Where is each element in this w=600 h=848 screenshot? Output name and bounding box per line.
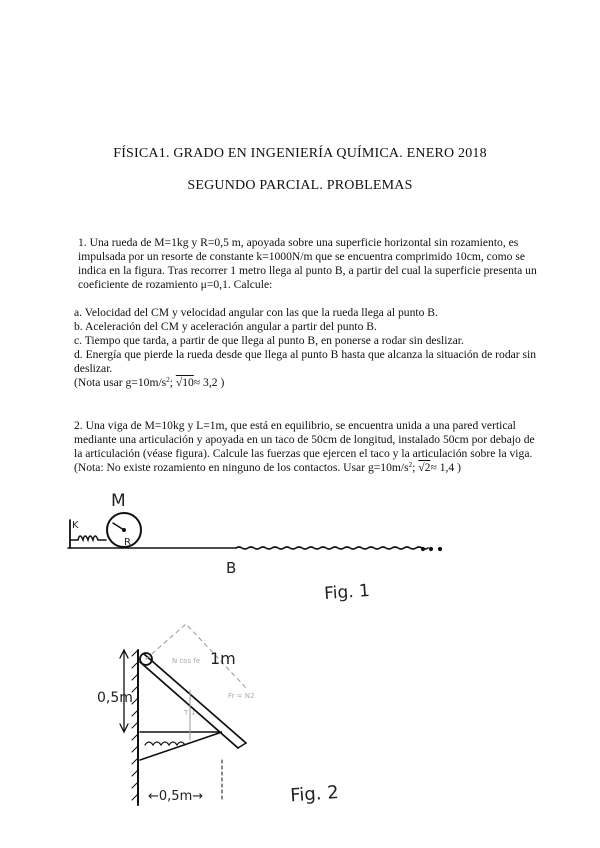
block-hatching <box>145 742 185 745</box>
problem-1-line: impulsada por un resorte de constante k=1000N/m que se encuentra comprimido 10cm, como se <box>78 250 525 263</box>
note-exponent: 2 <box>408 461 413 469</box>
label-B: B <box>226 559 237 577</box>
label-05m-vertical: 0,5m <box>97 690 133 706</box>
beam-end <box>238 743 246 748</box>
page-title: FÍSICA1. GRADO EN INGENIERÍA QUÍMICA. ENERO 2018 <box>113 146 487 161</box>
note-text: (Nota usar g=10m/s <box>74 376 167 389</box>
faint-label: Fr = N2 <box>228 692 255 700</box>
problem-1-line: coeficiente de rozamiento μ=0,1. Calcule: <box>78 278 273 291</box>
problem-1-line: indica en la figura. Tras recorrer 1 metro llega al punto B, a partir del cual la superficie presenta un <box>78 264 537 277</box>
faint-label: T ↓ <box>184 709 197 717</box>
note-exponent: 2 <box>166 376 170 384</box>
question-a: a. Velocidad del CM y velocidad angular con las que la rueda llega al punto B. <box>74 306 438 319</box>
dot <box>438 547 441 550</box>
note-sqrt: √2 <box>418 461 431 474</box>
note-separator: ; <box>412 461 419 474</box>
question-d-continued: deslizar. <box>74 362 113 375</box>
problem-2-line: mediante una articulación y apoyada en un taco de 50cm de longitud, instalado 50cm por debajo de <box>74 433 535 446</box>
problem-2-line: 2. Una viga de M=10kg y L=1m, que está en equilibrio, se encuentra unida a una pared vertical <box>74 419 516 432</box>
page-subtitle: SEGUNDO PARCIAL. PROBLEMAS <box>187 178 413 193</box>
label-M: M <box>111 491 126 511</box>
label-R: R <box>124 537 131 548</box>
beam-bottom <box>140 662 238 748</box>
note-approx: ≈ 1,4 ) <box>430 461 461 474</box>
label-1m: 1m <box>210 649 236 668</box>
figure-2-caption: Fig. 2 <box>289 782 340 807</box>
block-taco <box>140 732 222 760</box>
label-K: K <box>72 520 79 531</box>
wheel-center <box>123 529 126 532</box>
spring <box>70 536 106 540</box>
question-b: b. Aceleración del CM y aceleración angular a partir del punto B. <box>74 320 377 333</box>
problem-2-line: la articulación (véase figura). Calcule las fuerzas que ejercen el taco y la articulación sobre la viga. <box>74 447 533 460</box>
dot <box>429 547 432 550</box>
faint-label: N cos fe <box>172 657 201 665</box>
note-separator: ; <box>169 376 176 389</box>
dot <box>421 547 424 550</box>
note-approx: ≈ 3,2 ) <box>193 376 225 389</box>
question-c: c. Tiempo que tarda, a partir de que llega al punto B, en ponerse a rodar sin deslizar. <box>74 334 464 347</box>
figure-1-caption: Fig. 1 <box>323 580 371 605</box>
question-d: d. Energía que pierde la rueda desde que llega al punto B hasta que alcanza la situación de rodar sin <box>74 348 537 361</box>
rough-surface <box>236 547 428 549</box>
note-sqrt: √10 <box>175 376 194 389</box>
label-05m-horizontal: ←0,5m→ <box>148 789 204 804</box>
note-text: (Nota: No existe rozamiento en ninguno de los contactos. Usar g=10m/s <box>74 461 409 474</box>
problem-1-line: 1. Una rueda de M=1kg y R=0,5 m, apoyada sobre una superficie horizontal sin rozamiento, es <box>78 236 519 249</box>
